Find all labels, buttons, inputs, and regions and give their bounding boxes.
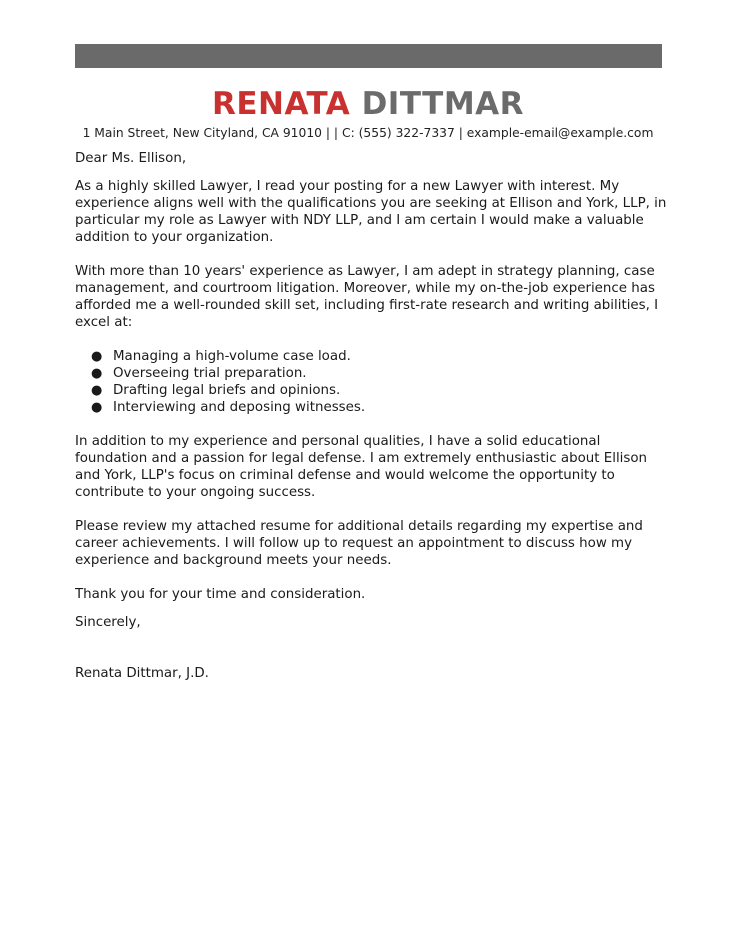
signature: Renata Dittmar, J.D. bbox=[75, 666, 209, 681]
applicant-name bbox=[0, 84, 736, 124]
bullet-icon: ● bbox=[91, 349, 103, 364]
last-name: DITTMAR bbox=[361, 86, 525, 122]
skill-text: Managing a high-volume case load. bbox=[113, 349, 351, 364]
salutation: Dear Ms. Ellison, bbox=[75, 151, 187, 166]
skill-text: Interviewing and deposing witnesses. bbox=[113, 400, 366, 415]
list-item bbox=[75, 399, 675, 416]
bullet-icon: ● bbox=[91, 366, 103, 381]
closing: Sincerely, bbox=[75, 615, 141, 630]
first-name: RENATA bbox=[211, 86, 351, 122]
contact-info: 1 Main Street, New Cityland, CA 91010 | | C: (555) 322-7337 | example-email@example.com bbox=[82, 126, 654, 140]
list-item bbox=[75, 348, 675, 365]
thanks-line: Thank you for your time and consideration. bbox=[75, 587, 366, 602]
skill-text: Drafting legal briefs and opinions. bbox=[113, 383, 341, 398]
skills-list bbox=[75, 348, 675, 416]
paragraph-experience: With more than 10 years' experience as Lawyer, I am adept in strategy planning, case management, and courtroom litigation. Moreover, while my on-the-job experience has afforded me a well-rounded skill set, including first-rate research and writing abilities, I excel at: bbox=[75, 264, 659, 330]
header-bar bbox=[75, 44, 662, 68]
list-item bbox=[75, 382, 675, 399]
skill-text: Overseeing trial preparation. bbox=[113, 366, 307, 381]
paragraph-qualities: In addition to my experience and personal qualities, I have a solid educational foundation and a passion for legal defense. I am extremely enthusiastic about Ellison and York, LLP's focus on criminal defense and would welcome the opportunity to contribute to your ongoing success. bbox=[75, 434, 648, 500]
bullet-icon: ● bbox=[91, 400, 103, 415]
paragraph-intro: As a highly skilled Lawyer, I read your posting for a new Lawyer with interest. My experience aligns well with the qualifications you are seeking at Ellison and York, LLP, in particular my role as Lawyer with NDY LLP, and I am certain I would make a valuable addition to your organization. bbox=[75, 179, 667, 245]
paragraph-follow-up: Please review my attached resume for additional details regarding my expertise and career achievements. I will follow up to request an appointment to discuss how my experience and background meets your needs. bbox=[75, 519, 643, 568]
list-item bbox=[75, 365, 675, 382]
bullet-icon: ● bbox=[91, 383, 103, 398]
letter-body bbox=[75, 150, 675, 682]
